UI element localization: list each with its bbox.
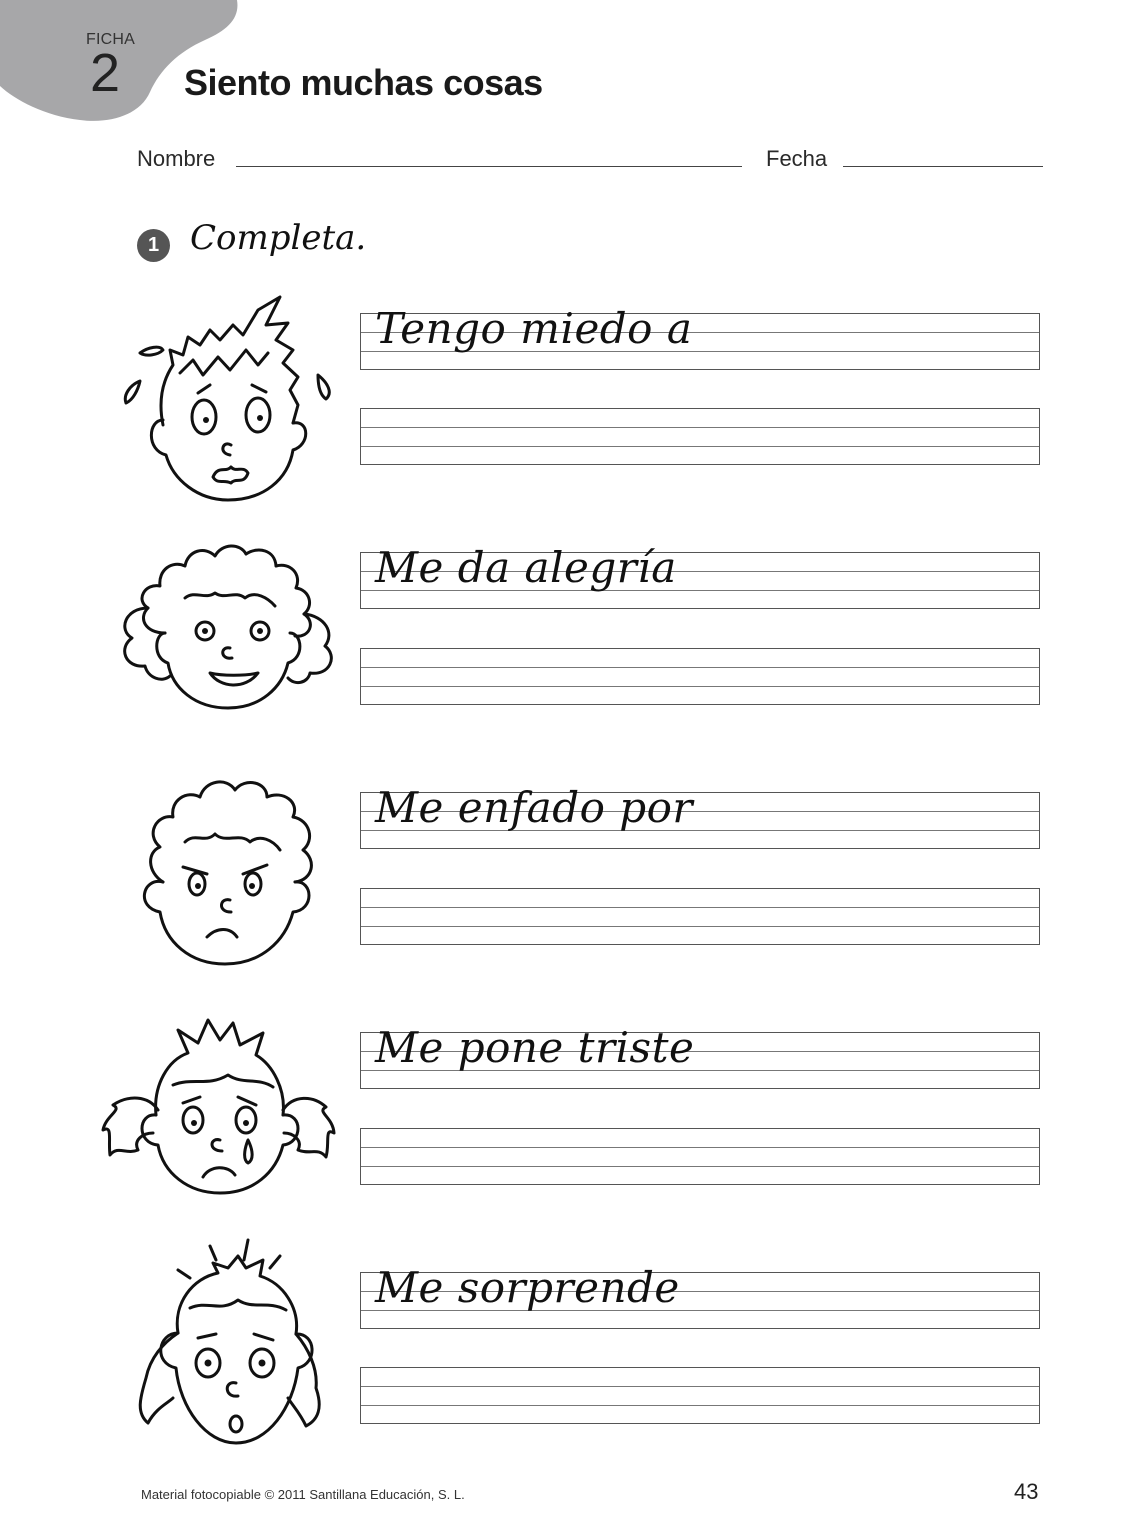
ruling-line xyxy=(361,1386,1039,1387)
sad-face-icon xyxy=(98,1015,338,1197)
ficha-number: 2 xyxy=(90,43,121,103)
ruling-line xyxy=(361,427,1039,428)
ruling-line xyxy=(361,446,1039,447)
ficha-label: FICHA xyxy=(86,31,135,48)
answer-line-surprise[interactable] xyxy=(360,1367,1040,1424)
ruling-line xyxy=(361,667,1039,668)
copyright-notice: Material fotocopiable © 2011 Santillana Educación, S. L. xyxy=(141,1487,465,1502)
page-title: Siento muchas cosas xyxy=(184,62,543,103)
sentence-prompt: Me enfado por xyxy=(375,783,693,832)
name-field[interactable] xyxy=(236,166,742,167)
angry-face-icon xyxy=(135,772,325,970)
date-label: Fecha xyxy=(766,146,828,171)
prompt-line-fear xyxy=(360,304,1040,370)
answer-line-sadness[interactable] xyxy=(360,1128,1040,1185)
ruling-line xyxy=(361,1166,1039,1167)
ruling-line xyxy=(361,686,1039,687)
ruling-line xyxy=(361,1405,1039,1406)
answer-line-joy[interactable] xyxy=(360,648,1040,705)
sentence-prompt: Tengo miedo a xyxy=(375,304,693,353)
prompt-line-joy xyxy=(360,543,1040,609)
date-field[interactable] xyxy=(843,166,1043,167)
sentence-prompt: Me da alegría xyxy=(375,543,677,592)
name-label: Nombre xyxy=(137,146,216,171)
exercise-instruction: Completa. xyxy=(190,218,367,258)
prompt-line-surprise xyxy=(360,1263,1040,1329)
prompt-line-anger xyxy=(360,783,1040,849)
scared-face-icon xyxy=(118,295,343,505)
ruling-line xyxy=(361,926,1039,927)
exercise-number-badge: 1 xyxy=(137,229,170,262)
surprised-face-icon xyxy=(128,1238,333,1450)
ruling-line xyxy=(361,1147,1039,1148)
sentence-prompt: Me pone triste xyxy=(375,1023,695,1072)
answer-line-fear[interactable] xyxy=(360,408,1040,465)
answer-line-anger[interactable] xyxy=(360,888,1040,945)
prompt-line-sadness xyxy=(360,1023,1040,1089)
ruling-line xyxy=(361,907,1039,908)
happy-face-icon xyxy=(110,538,350,713)
sentence-prompt: Me sorprende xyxy=(375,1263,680,1312)
page-number: 43 xyxy=(1014,1479,1039,1504)
